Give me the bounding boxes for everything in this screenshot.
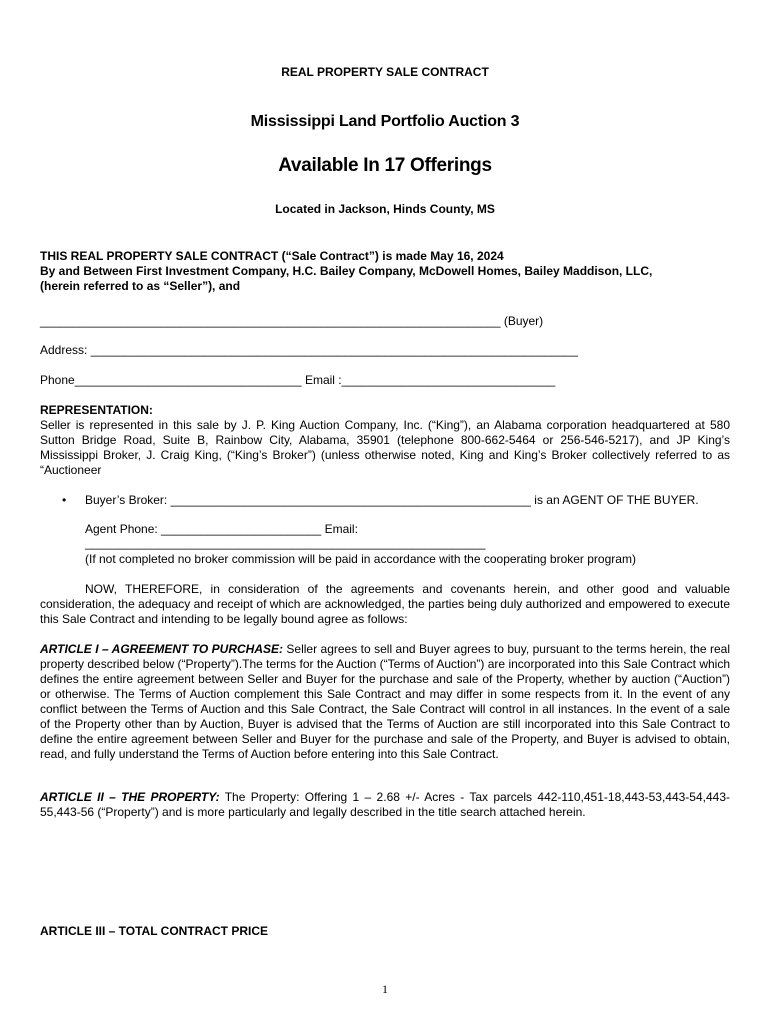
article-1-paragraph — [40, 642, 730, 762]
buyer-field[interactable]: _____________________________________________________________________ (Buyer) — [40, 314, 544, 328]
article-2-text: The Property: Offering 1 – 2.68 +/- Acres - Tax parcels 442-110,451-18,443-53,443-54,443-55,443-56 (“Property”) and is more particularly and legally described in the title search attached herein. — [40, 790, 730, 819]
intro-line-3: (herein referred to as “Seller”), and — [40, 279, 241, 293]
contract-title: REAL PROPERTY SALE CONTRACT — [281, 65, 489, 79]
article-2-heading: ARTICLE II – THE PROPERTY: — [40, 790, 220, 804]
article-1-heading: ARTICLE I – AGREEMENT TO PURCHASE: — [40, 642, 283, 656]
now-therefore-paragraph: NOW, THEREFORE, in consideration of the agreements and covenants herein, and other good and valuable consideration, the adequacy and receipt of which are acknowledged, the parties being duly authorized and empowered to execute this Sale Contract and intending to be legally bound agree as follows: — [40, 582, 730, 626]
intro-line-2: By and Between First Investment Company, H.C. Bailey Company, McDowell Homes, Bailey Maddison, LLC, — [40, 264, 653, 278]
offerings-heading: Available In 17 Offerings — [278, 155, 492, 176]
broker-bullet: • — [62, 493, 67, 507]
phone-email-field[interactable]: Phone__________________________________ Email :________________________________ — [40, 373, 556, 387]
article-2-paragraph — [40, 790, 730, 820]
representation-heading: REPRESENTATION: — [40, 403, 153, 417]
address-field[interactable]: Address: _________________________________________________________________________ — [40, 343, 578, 357]
agent-phone-field[interactable]: Agent Phone: ________________________ Email: — [85, 522, 358, 536]
intro-block — [40, 249, 730, 294]
article-1-text: Seller agrees to sell and Buyer agrees to buy, pursuant to the terms herein, the real property described below (“Property”).The terms for the Auction (“Terms of Auction”) are incorporated into this Sale Contract which defines the entire agreement between Seller and Buyer for the purchase and sale of the Property, whether by auction (“Auction”) or otherwise. The Terms of Auction complement this Sale Contract and may differ in some respects from it. In the event of any conflict between the Terms of Auction and this Sale Contract, the Sale Contract will control in all instances. In the event of a sale of the Property other than by Auction, Buyer is advised that the Terms of Auction are still incorporated into this Sale Contract to define the entire agreement between Seller and Buyer for the purchase and sale of the Property, and Buyer is advised to obtain, read, and fully understand the Terms of Auction before entering into this Sale Contract. — [40, 642, 730, 761]
auction-name: Mississippi Land Portfolio Auction 3 — [250, 113, 520, 130]
location-line: Located in Jackson, Hinds County, MS — [275, 202, 495, 216]
article-3-heading: ARTICLE III – TOTAL CONTRACT PRICE — [40, 924, 269, 938]
agent-email-line[interactable]: ____________________________________________________________ — [85, 536, 486, 550]
broker-note: (If not completed no broker commission will be paid in accordance with the cooperating broker program) — [85, 552, 636, 566]
buyers-broker-field[interactable]: Buyer’s Broker: ______________________________________________________ is an AGENT OF THE BUYER. — [85, 493, 699, 507]
page-number: 1 — [382, 982, 388, 996]
representation-section — [40, 403, 730, 478]
representation-text: Seller is represented in this sale by J. P. King Auction Company, Inc. (“King”), an Alabama corporation headquartered at 580 Sutton Bridge Road, Suite B, Rainbow City, Alabama, 35901 (telephone 800-662-5464 or 256-546-5217), and JP King’s Mississippi Broker, J. Craig King, (“King’s Broker”) (unless otherwise noted, King and King’s Broker collectively referred to as “Auctioneer — [40, 418, 730, 477]
intro-line-1: THIS REAL PROPERTY SALE CONTRACT (“Sale Contract”) is made May 16, 2024 — [40, 249, 504, 263]
